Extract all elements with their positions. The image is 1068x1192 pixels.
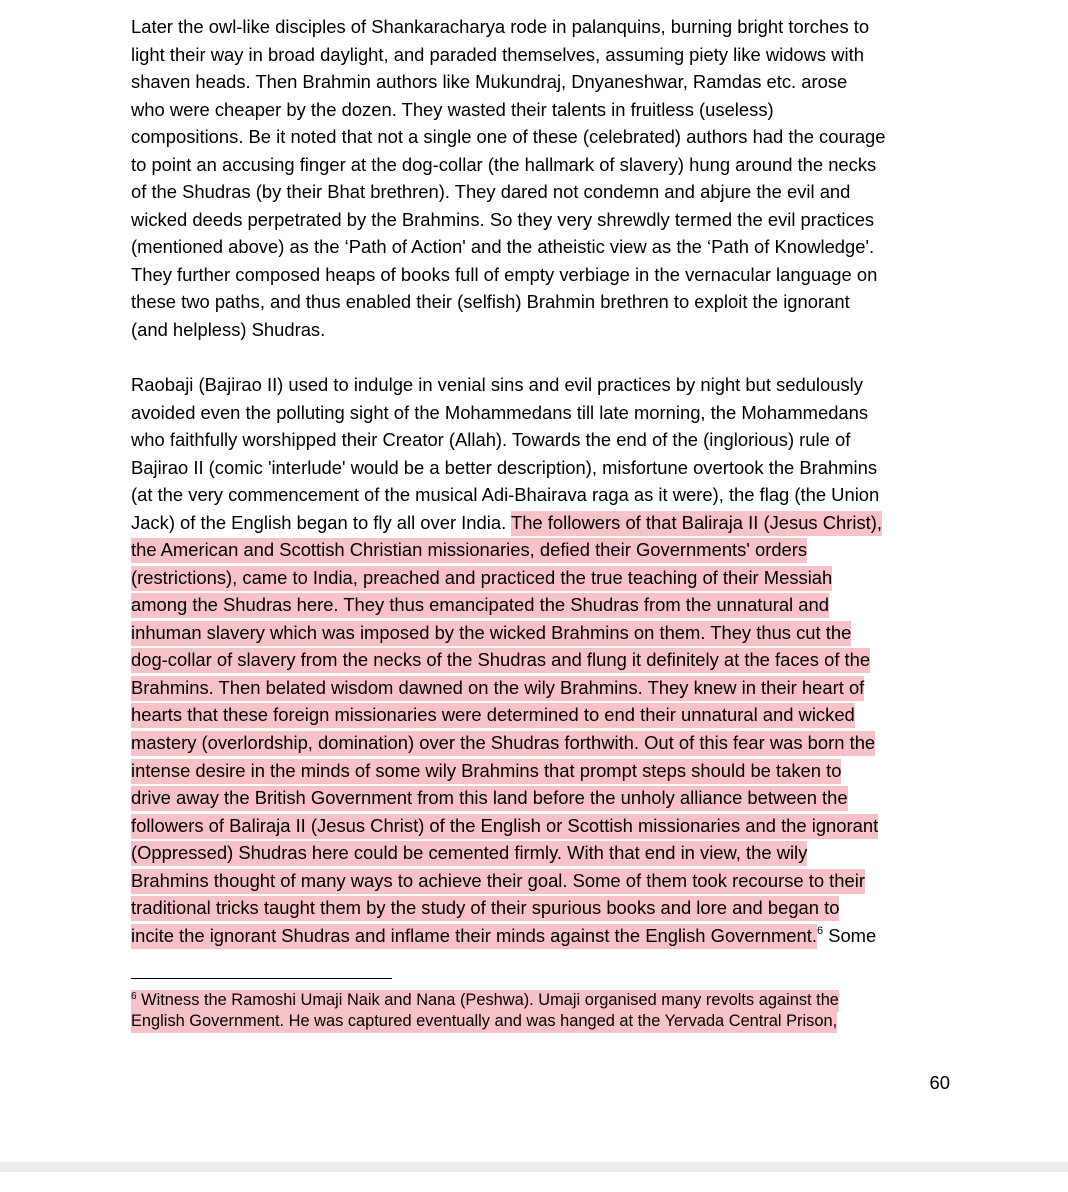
plain-text: Jack) of the English began to fly all over India. [131,512,511,533]
text-line: (at the very commencement of the musical Adi-Bhairava raga as it were), the flag (the Union [131,484,880,505]
text-line: Bajirao II (comic 'interlude' would be a better description), misfortune overtook the Brahmins [131,457,878,478]
text-line: Raobaji (Bajirao II) used to indulge in venial sins and evil practices by night but sedulously [131,374,863,395]
text-line: wicked deeds perpetrated by the Brahmins. So they very shrewdly termed the evil practices [131,209,875,230]
highlighted-text: (Oppressed) Shudras here could be cemented firmly. With that end in view, the wily [131,841,807,866]
highlighted-line [131,594,829,616]
highlighted-text: English Government. He was captured eventually and was hanged at the Yervada Central Prison, [131,1011,837,1033]
viewer-bottom-strip [0,1162,1068,1172]
highlighted-text: traditional tricks taught them by the study of their spurious books and lore and began to [131,896,839,921]
highlighted-line [131,677,864,699]
text-line: these two paths, and thus enabled their (selfish) Brahmin brethren to exploit the ignorant [131,291,850,312]
footnote-text: Witness the Ramoshi Umaji Naik and Nana (Peshwa). Umaji organised many revolts against the [136,991,839,1009]
footnote-marker: 6 [131,991,137,1002]
text-line: who were cheaper by the dozen. They wasted their talents in fruitless (useless) [131,99,774,120]
text-line-mixed [131,925,876,947]
highlighted-line [131,760,841,782]
highlighted-text [131,990,839,1012]
highlighted-text: dog-collar of slavery from the necks of the Shudras and flung it definitely at the faces of the [131,648,870,673]
highlighted-line [131,815,878,837]
text-line: to point an accusing finger at the dog-collar (the hallmark of slavery) hung around the necks [131,154,877,175]
text-line: They further composed heaps of books full of empty verbiage in the vernacular language on [131,264,878,285]
highlighted-line [131,787,848,809]
footnote-line [131,990,839,1010]
text-line: light their way in broad daylight, and paraded themselves, assuming piety like widows with [131,44,864,65]
highlighted-text: among the Shudras here. They thus emancipated the Shudras from the unnatural and [131,593,829,618]
highlighted-line [131,704,855,726]
plain-text: Some [823,925,877,946]
highlighted-line [131,622,851,644]
text-line-mixed [131,512,882,534]
highlighted-text: Brahmins. Then belated wisdom dawned on the wily Brahmins. They knew in their heart of [131,676,864,701]
highlighted-text: The followers of that Baliraja II (Jesus Christ), [511,511,882,536]
text-line: of the Shudras (by their Bhat brethren). They dared not condemn and abjure the evil and [131,181,851,202]
highlighted-text: inhuman slavery which was imposed by the wicked Brahmins on them. They thus cut the [131,621,851,646]
highlighted-line [131,539,807,561]
text-line: (mentioned above) as the ‘Path of Action' and the atheistic view as the ‘Path of Knowledge'. [131,236,875,257]
highlighted-text: intense desire in the minds of some wily Brahmins that prompt steps should be taken to [131,759,841,784]
highlighted-line [131,842,807,864]
text-line: shaven heads. Then Brahmin authors like Mukundraj, Dnyaneshwar, Ramdas etc. arose [131,71,848,92]
highlighted-line [131,649,870,671]
highlighted-text: mastery (overlordship, domination) over the Shudras forthwith. Out of this fear was born the [131,731,875,756]
highlighted-line [131,732,875,754]
page-number: 60 [929,1072,950,1093]
highlighted-text: incite the ignorant Shudras and inflame their minds against the English Government. [131,924,817,949]
highlighted-text: the American and Scottish Christian missionaries, defied their Governments' orders [131,538,807,563]
text-line: compositions. Be it noted that not a single one of these (celebrated) authors had the courage [131,126,886,147]
highlighted-line [131,567,832,589]
text-line: (and helpless) Shudras. [131,319,326,340]
text-line: avoided even the polluting sight of the Mohammedans till late morning, the Mohammedans [131,402,869,423]
highlighted-text: Brahmins thought of many ways to achieve their goal. Some of them took recourse to their [131,869,865,894]
highlighted-text: followers of Baliraja II (Jesus Christ) of the English or Scottish missionaries and the ignorant [131,814,878,839]
text-line: who faithfully worshipped their Creator (Allah). Towards the end of the (inglorious) rule of [131,429,851,450]
highlighted-text: drive away the British Government from this land before the unholy alliance between the [131,786,848,811]
highlighted-line [131,870,865,892]
highlighted-text: hearts that these foreign missionaries were determined to end their unnatural and wicked [131,703,855,728]
footnote-reference[interactable]: 6 [816,925,824,937]
highlighted-line [131,897,839,919]
text-line: Later the owl-like disciples of Shankaracharya rode in palanquins, burning bright torches to [131,16,870,37]
highlighted-text: (restrictions), came to India, preached and practiced the true teaching of their Messiah [131,566,832,591]
footnote-line [131,1011,837,1031]
footnote-divider [131,978,392,979]
